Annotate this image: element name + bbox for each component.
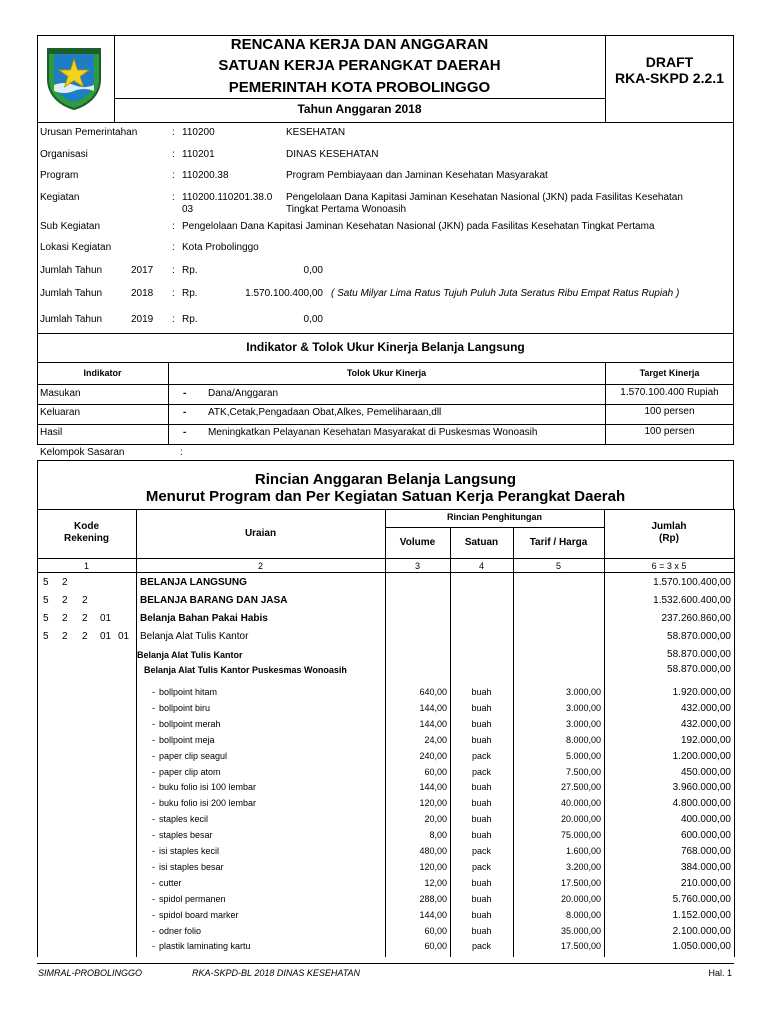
item-dash: -	[152, 798, 155, 808]
item-uraian: cutter	[159, 878, 182, 888]
item-tarif: 20.000,00	[560, 814, 601, 824]
account-uraian: BELANJA BARANG DAN JASA	[140, 595, 288, 606]
item-satuan: pack	[471, 846, 491, 856]
item-jumlah: 432.000,00	[680, 719, 731, 730]
rekening-code-part: 5	[43, 613, 49, 624]
col-jumlah-header: Jumlah	[651, 521, 687, 532]
title-satuan: SATUAN KERJA PERANGKAT DAERAH	[218, 57, 501, 74]
account-uraian: Belanja Alat Tulis Kantor	[140, 631, 249, 642]
item-dash: -	[152, 846, 155, 856]
item-tarif: 75.000,00	[560, 830, 601, 840]
jumlah-tahun-rp: Rp.	[182, 265, 198, 276]
rincian-title-2: Menurut Program dan Per Kegiatan Satuan Kerja Perangkat Daerah	[145, 488, 626, 505]
item-dash: -	[152, 862, 155, 872]
urusan-label: Urusan Pemerintahan	[40, 127, 138, 138]
kegiatan-name-1: Pengelolaan Dana Kapitasi Jaminan Kesehatan Nasional (JKN) pada Fasilitas Kesehatan	[286, 192, 683, 203]
tolok-col-header: Tolok Ukur Kinerja	[346, 368, 427, 378]
rekening-code-part: 01	[100, 613, 112, 624]
target-text: 1.570.100.400 Rupiah	[620, 387, 719, 398]
sub-kegiatan-value: Pengelolaan Dana Kapitasi Jaminan Kesehatan Nasional (JKN) pada Fasilitas Kesehatan Tingkat Pertama	[182, 221, 655, 232]
item-jumlah: 210.000,00	[680, 878, 731, 889]
item-tarif: 8.000,00	[565, 910, 601, 920]
jumlah-tahun-label: Jumlah Tahun	[40, 265, 103, 276]
target-text: 100 persen	[644, 406, 695, 417]
jumlah-tahun-year: 2019	[131, 314, 154, 325]
item-jumlah: 1.152.000,00	[672, 910, 731, 921]
item-tarif: 3.200,00	[565, 862, 601, 872]
item-jumlah: 2.100.000,00	[672, 926, 731, 937]
col-rp-header: (Rp)	[659, 533, 679, 544]
rekening-code-part: 5	[43, 577, 49, 588]
item-dash: -	[152, 878, 155, 888]
item-tarif: 1.600,00	[565, 846, 601, 856]
account-jumlah: 1.570.100.400,00	[653, 577, 731, 588]
item-volume: 640,00	[419, 687, 447, 697]
item-dash: -	[152, 719, 155, 729]
tolok-dash: -	[183, 407, 187, 418]
item-satuan: buah	[471, 735, 492, 745]
item-jumlah: 192.000,00	[680, 735, 731, 746]
item-dash: -	[152, 941, 155, 951]
item-jumlah: 600.000,00	[680, 830, 731, 841]
kegiatan-label: Kegiatan	[40, 192, 80, 203]
item-uraian: spidol board marker	[159, 910, 239, 920]
indikator-title: Indikator & Tolok Ukur Kinerja Belanja Langsung	[246, 340, 525, 354]
indikator-name: Hasil	[40, 427, 63, 438]
item-volume: 24,00	[424, 735, 447, 745]
tolok-dash: -	[183, 427, 187, 438]
title-pemerintah: PEMERINTAH KOTA PROBOLINGGO	[228, 79, 491, 96]
item-satuan: buah	[471, 782, 492, 792]
indikator-col-header: Indikator	[83, 368, 122, 378]
rekening-code-part: 5	[43, 631, 49, 642]
num-col-6: 6 = 3 x 5	[651, 561, 687, 571]
tolok-text: Meningkatkan Pelayanan Kesehatan Masyarakat di Puskesmas Wonoasih	[208, 427, 538, 438]
jumlah-tahun-colon: :	[172, 265, 175, 276]
item-volume: 60,00	[424, 767, 447, 777]
item-jumlah: 432.000,00	[680, 703, 731, 714]
item-volume: 144,00	[419, 719, 447, 729]
urusan-colon: :	[172, 127, 175, 138]
col-kode-header: Kode	[74, 521, 99, 532]
account-jumlah: 58.870.000,00	[667, 631, 731, 642]
sub-kegiatan-colon: :	[172, 221, 175, 232]
draft-label: DRAFT	[645, 54, 694, 70]
item-tarif: 5.000,00	[565, 751, 601, 761]
footer-page: Hal. 1	[708, 968, 732, 978]
item-uraian: buku folio isi 200 lembar	[159, 798, 257, 808]
item-volume: 144,00	[419, 910, 447, 920]
kegiatan-colon: :	[172, 192, 175, 203]
tahun-anggaran: Tahun Anggaran 2018	[297, 102, 422, 116]
jumlah-tahun-rp: Rp.	[182, 288, 198, 299]
item-satuan: buah	[471, 926, 492, 936]
num-col-2: 2	[257, 561, 263, 571]
account-uraian: BELANJA LANGSUNG	[140, 577, 247, 588]
item-dash: -	[152, 687, 155, 697]
item-jumlah: 3.960.000,00	[672, 782, 731, 793]
item-jumlah: 1.920.000,00	[672, 687, 731, 698]
item-satuan: buah	[471, 719, 492, 729]
item-satuan: pack	[471, 751, 491, 761]
jumlah-tahun-label: Jumlah Tahun	[40, 288, 103, 299]
item-dash: -	[152, 926, 155, 936]
rekening-code-part: 2	[62, 613, 68, 624]
item-volume: 12,00	[424, 878, 447, 888]
item-dash: -	[152, 735, 155, 745]
form-code: RKA-SKPD 2.2.1	[615, 70, 724, 86]
account-uraian: Belanja Bahan Pakai Habis	[140, 613, 268, 624]
item-uraian: plastik laminating kartu	[159, 941, 251, 951]
item-dash: -	[152, 782, 155, 792]
item-volume: 20,00	[424, 814, 447, 824]
item-satuan: buah	[471, 687, 492, 697]
item-tarif: 35.000,00	[560, 926, 601, 936]
organisasi-label: Organisasi	[40, 149, 88, 160]
item-satuan: buah	[471, 814, 492, 824]
item-uraian: buku folio isi 100 lembar	[159, 782, 257, 792]
jumlah-tahun-amount: 1.570.100.400,00	[245, 288, 323, 299]
item-tarif: 17.500,00	[560, 941, 601, 951]
item-uraian: odner folio	[159, 926, 202, 936]
item-tarif: 3.000,00	[565, 719, 601, 729]
item-volume: 144,00	[419, 782, 447, 792]
item-tarif: 27.500,00	[560, 782, 601, 792]
urusan-name: KESEHATAN	[286, 127, 346, 138]
num-col-4: 4	[478, 561, 484, 571]
item-uraian: staples kecil	[159, 814, 209, 824]
lokasi-colon: :	[172, 242, 175, 253]
jumlah-tahun-amount: 0,00	[303, 265, 323, 276]
item-jumlah: 1.050.000,00	[672, 941, 731, 952]
item-satuan: buah	[471, 830, 492, 840]
item-tarif: 20.000,00	[560, 894, 601, 904]
jumlah-tahun-rp: Rp.	[182, 314, 198, 325]
item-dash: -	[152, 830, 155, 840]
item-tarif: 17.500,00	[560, 878, 601, 888]
group-uraian: Belanja Alat Tulis Kantor	[137, 650, 243, 660]
kegiatan-code-1: 110200.110201.38.0	[182, 192, 273, 203]
item-volume: 480,00	[419, 846, 447, 856]
item-uraian: bollpoint biru	[159, 703, 211, 713]
group-jumlah: 58.870.000,00	[667, 664, 731, 675]
item-uraian: isi staples kecil	[159, 846, 220, 856]
indikator-name: Masukan	[40, 388, 81, 399]
group-uraian: Belanja Alat Tulis Kantor Puskesmas Wonoasih	[144, 665, 347, 675]
item-jumlah: 4.800.000,00	[672, 798, 731, 809]
organisasi-code: 110201	[182, 149, 215, 160]
program-code: 110200.38	[182, 170, 229, 181]
footer-left: SIMRAL-PROBOLINGGO	[38, 968, 143, 978]
num-col-5: 5	[555, 561, 561, 571]
num-col-3: 3	[414, 561, 420, 571]
group-jumlah: 58.870.000,00	[667, 649, 731, 660]
kelompok-sasaran-label: Kelompok Sasaran	[40, 447, 125, 458]
indikator-name: Keluaran	[40, 407, 81, 418]
item-uraian: bollpoint merah	[159, 719, 221, 729]
target-col-header: Target Kinerja	[639, 368, 700, 378]
item-dash: -	[152, 814, 155, 824]
urusan-code: 110200	[182, 127, 215, 138]
account-jumlah: 237.260.860,00	[661, 613, 731, 624]
item-jumlah: 1.200.000,00	[672, 751, 731, 762]
item-volume: 144,00	[419, 703, 447, 713]
num-col-1: 1	[83, 561, 89, 571]
item-tarif: 7.500,00	[565, 767, 601, 777]
jumlah-tahun-words: ( Satu Milyar Lima Ratus Tujuh Puluh Juta Seratus Ribu Empat Ratus Rupiah )	[331, 288, 680, 299]
item-satuan: pack	[471, 941, 491, 951]
col-rekening-header: Rekening	[63, 533, 109, 544]
item-dash: -	[152, 910, 155, 920]
jumlah-tahun-year: 2018	[131, 288, 154, 299]
organisasi-colon: :	[172, 149, 175, 160]
rekening-code-part: 2	[82, 631, 88, 642]
rekening-code-part: 2	[62, 595, 68, 606]
col-volume-header: Volume	[399, 537, 436, 548]
item-volume: 8,00	[429, 830, 447, 840]
footer-rule	[37, 963, 734, 964]
item-satuan: pack	[471, 862, 491, 872]
jumlah-tahun-colon: :	[172, 288, 175, 299]
lokasi-value: Kota Probolinggo	[182, 242, 259, 253]
col-rincian-header: Rincian Penghitungan	[446, 512, 542, 522]
target-text: 100 persen	[644, 426, 695, 437]
item-volume: 60,00	[424, 941, 447, 951]
item-uraian: paper clip atom	[159, 767, 221, 777]
program-name: Program Pembiayaan dan Jaminan Kesehatan Masyarakat	[286, 170, 548, 181]
item-jumlah: 400.000,00	[680, 814, 731, 825]
kegiatan-code-2: 03	[182, 204, 194, 215]
item-dash: -	[152, 703, 155, 713]
item-uraian: bollpoint hitam	[159, 687, 218, 697]
item-uraian: spidol permanen	[159, 894, 226, 904]
item-dash: -	[152, 751, 155, 761]
item-volume: 120,00	[419, 798, 447, 808]
item-jumlah: 384.000,00	[680, 862, 731, 873]
rincian-title-1: Rincian Anggaran Belanja Langsung	[254, 471, 517, 488]
item-dash: -	[152, 767, 155, 777]
program-colon: :	[172, 170, 175, 181]
rekening-code-part: 01	[118, 631, 130, 642]
item-uraian: staples besar	[159, 830, 213, 840]
item-satuan: buah	[471, 910, 492, 920]
rekening-code-part: 01	[100, 631, 112, 642]
item-dash: -	[152, 894, 155, 904]
tolok-text: Dana/Anggaran	[208, 388, 279, 399]
item-jumlah: 450.000,00	[680, 767, 731, 778]
kegiatan-name-2: Tingkat Pertama Wonoasih	[286, 204, 407, 215]
rekening-code-part: 2	[82, 613, 88, 624]
item-satuan: buah	[471, 894, 492, 904]
item-jumlah: 768.000,00	[680, 846, 731, 857]
item-volume: 60,00	[424, 926, 447, 936]
item-uraian: isi staples besar	[159, 862, 224, 872]
kelompok-sasaran-colon: :	[180, 447, 183, 458]
lokasi-label: Lokasi Kegiatan	[40, 242, 112, 253]
tolok-text: ATK,Cetak,Pengadaan Obat,Alkes, Pemeliharaan,dll	[208, 407, 442, 418]
account-jumlah: 1.532.600.400,00	[653, 595, 731, 606]
item-uraian: paper clip seagul	[159, 751, 228, 761]
item-uraian: bollpoint meja	[159, 735, 215, 745]
footer-center: RKA-SKPD-BL 2018 DINAS KESEHATAN	[192, 968, 361, 978]
jumlah-tahun-label: Jumlah Tahun	[40, 314, 103, 325]
rekening-code-part: 2	[62, 631, 68, 642]
item-volume: 240,00	[419, 751, 447, 761]
item-satuan: buah	[471, 703, 492, 713]
item-tarif: 40.000,00	[560, 798, 601, 808]
item-satuan: buah	[471, 798, 492, 808]
item-jumlah: 5.760.000,00	[672, 894, 731, 905]
rekening-code-part: 5	[43, 595, 49, 606]
item-volume: 120,00	[419, 862, 447, 872]
item-tarif: 8.000,00	[565, 735, 601, 745]
col-tarif-header: Tarif / Harga	[529, 537, 588, 548]
jumlah-tahun-year: 2017	[131, 265, 154, 276]
program-label: Program	[40, 170, 79, 181]
rekening-code-part: 2	[62, 577, 68, 588]
col-satuan-header: Satuan	[464, 537, 499, 548]
col-uraian-header: Uraian	[244, 528, 277, 539]
jumlah-tahun-colon: :	[172, 314, 175, 325]
rekening-code-part: 2	[82, 595, 88, 606]
organisasi-name: DINAS KESEHATAN	[286, 149, 379, 160]
item-tarif: 3.000,00	[565, 687, 601, 697]
item-tarif: 3.000,00	[565, 703, 601, 713]
tolok-dash: -	[183, 388, 187, 399]
sub-kegiatan-label: Sub Kegiatan	[40, 221, 101, 232]
title-rencana: RENCANA KERJA DAN ANGGARAN	[230, 36, 489, 53]
item-volume: 288,00	[419, 894, 447, 904]
item-satuan: buah	[471, 878, 492, 888]
item-satuan: pack	[471, 767, 491, 777]
jumlah-tahun-amount: 0,00	[303, 314, 323, 325]
